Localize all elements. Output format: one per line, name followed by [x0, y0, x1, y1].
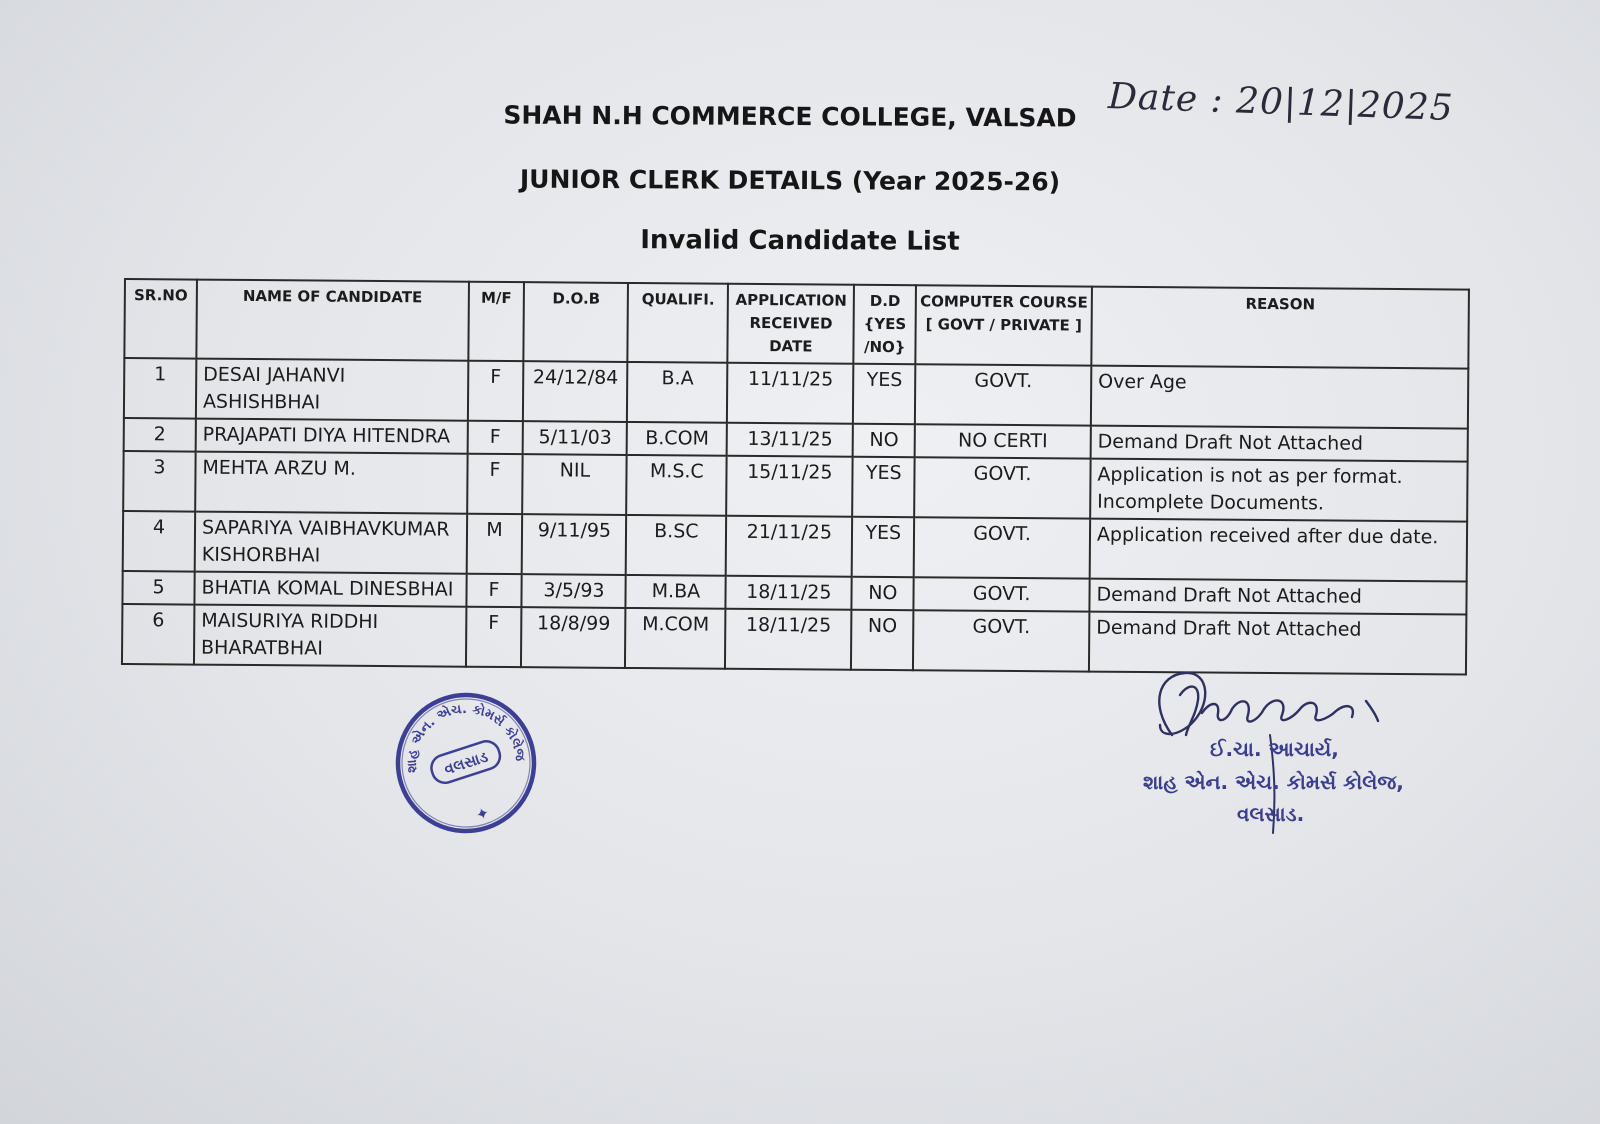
column-header: SR.NO — [124, 279, 197, 359]
cell-gender: F — [467, 361, 523, 421]
cell-computer-course: NO CERTI — [915, 424, 1091, 458]
cell-reason: Demand Draft Not Attached — [1089, 612, 1467, 675]
cell-dd: NO — [851, 610, 913, 670]
table-row — [124, 358, 1468, 429]
table-row — [122, 604, 1466, 675]
cell-application-date: 13/11/25 — [727, 423, 853, 457]
cell-qualification: B.COM — [627, 422, 727, 456]
cell-reason: Application is not as per format. Incomplete Documents. — [1090, 459, 1468, 522]
signature-line-3: વલસાડ. — [1237, 802, 1305, 826]
table-header-row — [124, 279, 1469, 369]
table-row — [123, 451, 1467, 522]
college-name: SHAH N.H COMMERCE COLLEGE, VALSAD — [503, 100, 1077, 133]
column-header: APPLICATION RECEIVED DATE — [728, 284, 855, 364]
handwritten-date: Date : 20|12|2025 — [1107, 75, 1455, 130]
cell-sr: 6 — [122, 604, 194, 665]
cell-computer-course: GOVT. — [914, 457, 1090, 518]
college-stamp — [393, 690, 539, 836]
cell-reason: Application received after due date. — [1090, 519, 1468, 582]
column-header: REASON — [1091, 287, 1469, 369]
column-header: COMPUTER COURSE [ GOVT / PRIVATE ] — [916, 285, 1092, 365]
cell-qualification: M.S.C — [627, 455, 727, 516]
column-header: QUALIFI. — [628, 283, 729, 363]
stamp-ring-text: શાહ એન. એચ. કોમર્સ કોલેજ — [404, 701, 528, 774]
cell-sr: 2 — [124, 418, 196, 452]
cell-dob: NIL — [523, 454, 627, 515]
cell-dob: 24/12/84 — [523, 361, 627, 422]
cell-qualification: B.A — [627, 362, 727, 423]
cell-reason: Demand Draft Not Attached — [1091, 426, 1468, 462]
cell-gender: F — [465, 607, 521, 667]
table-row — [123, 511, 1467, 582]
column-header: D.O.B — [524, 282, 629, 362]
cell-dob: 3/5/93 — [522, 574, 626, 608]
cell-sr: 5 — [122, 571, 194, 605]
cell-gender: F — [467, 421, 523, 454]
cell-dd: NO — [852, 577, 914, 610]
cell-sr: 3 — [123, 451, 195, 512]
cell-name: SAPARIYA VAIBHAVKUMAR KISHORBHAI — [195, 512, 467, 574]
cell-dob: 9/11/95 — [522, 514, 626, 575]
column-header: D.D {YES /NO} — [854, 285, 917, 364]
cell-application-date: 21/11/25 — [726, 516, 852, 577]
cell-computer-course: GOVT. — [915, 364, 1091, 425]
stamp-center-text: વલસાડ — [441, 747, 491, 779]
cell-name: MEHTA ARZU M. — [195, 452, 467, 514]
cell-gender: F — [467, 454, 523, 514]
cell-sr: 4 — [123, 511, 195, 572]
signature-line-1: ઈ.ચા. આચાર્ય, — [1210, 737, 1339, 761]
cell-gender: M — [466, 514, 522, 574]
cell-computer-course: GOVT. — [914, 517, 1090, 578]
cell-dd: NO — [853, 424, 915, 457]
document-title: JUNIOR CLERK DETAILS (Year 2025-26) — [519, 164, 1061, 197]
signature-line-2: શાહ એન. એચ. કોમર્સ કોલેજ, — [1143, 770, 1404, 794]
column-header: M/F — [468, 282, 525, 361]
cell-reason: Over Age — [1091, 366, 1469, 429]
cell-application-date: 18/11/25 — [725, 609, 851, 670]
cell-qualification: M.COM — [625, 608, 725, 669]
cell-name: PRAJAPATI DIYA HITENDRA — [196, 419, 468, 454]
cell-application-date: 15/11/25 — [726, 456, 852, 517]
cell-dd: YES — [852, 457, 914, 517]
cell-application-date: 11/11/25 — [727, 363, 853, 424]
cell-dob: 5/11/03 — [523, 421, 627, 455]
list-title: Invalid Candidate List — [640, 225, 960, 257]
column-header: NAME OF CANDIDATE — [196, 280, 468, 361]
cell-computer-course: GOVT. — [914, 577, 1090, 611]
cell-dd: YES — [852, 517, 914, 577]
cell-qualification: M.BA — [626, 575, 726, 609]
candidate-table — [121, 278, 1470, 676]
stamp-star-icon: ✦ — [473, 802, 492, 825]
cell-name: DESAI JAHANVI ASHISHBHAI — [196, 359, 468, 421]
cell-dd: YES — [853, 364, 915, 424]
cell-qualification: B.SC — [626, 515, 726, 576]
cell-dob: 18/8/99 — [521, 607, 625, 668]
cell-computer-course: GOVT. — [913, 610, 1089, 671]
cell-sr: 1 — [124, 358, 196, 419]
cell-application-date: 18/11/25 — [726, 576, 852, 610]
cell-name: MAISURIYA RIDDHI BHARATBHAI — [194, 605, 466, 667]
cell-reason: Demand Draft Not Attached — [1089, 579, 1466, 615]
cell-gender: F — [466, 574, 522, 607]
cell-name: BHATIA KOMAL DINESBHAI — [194, 572, 466, 607]
